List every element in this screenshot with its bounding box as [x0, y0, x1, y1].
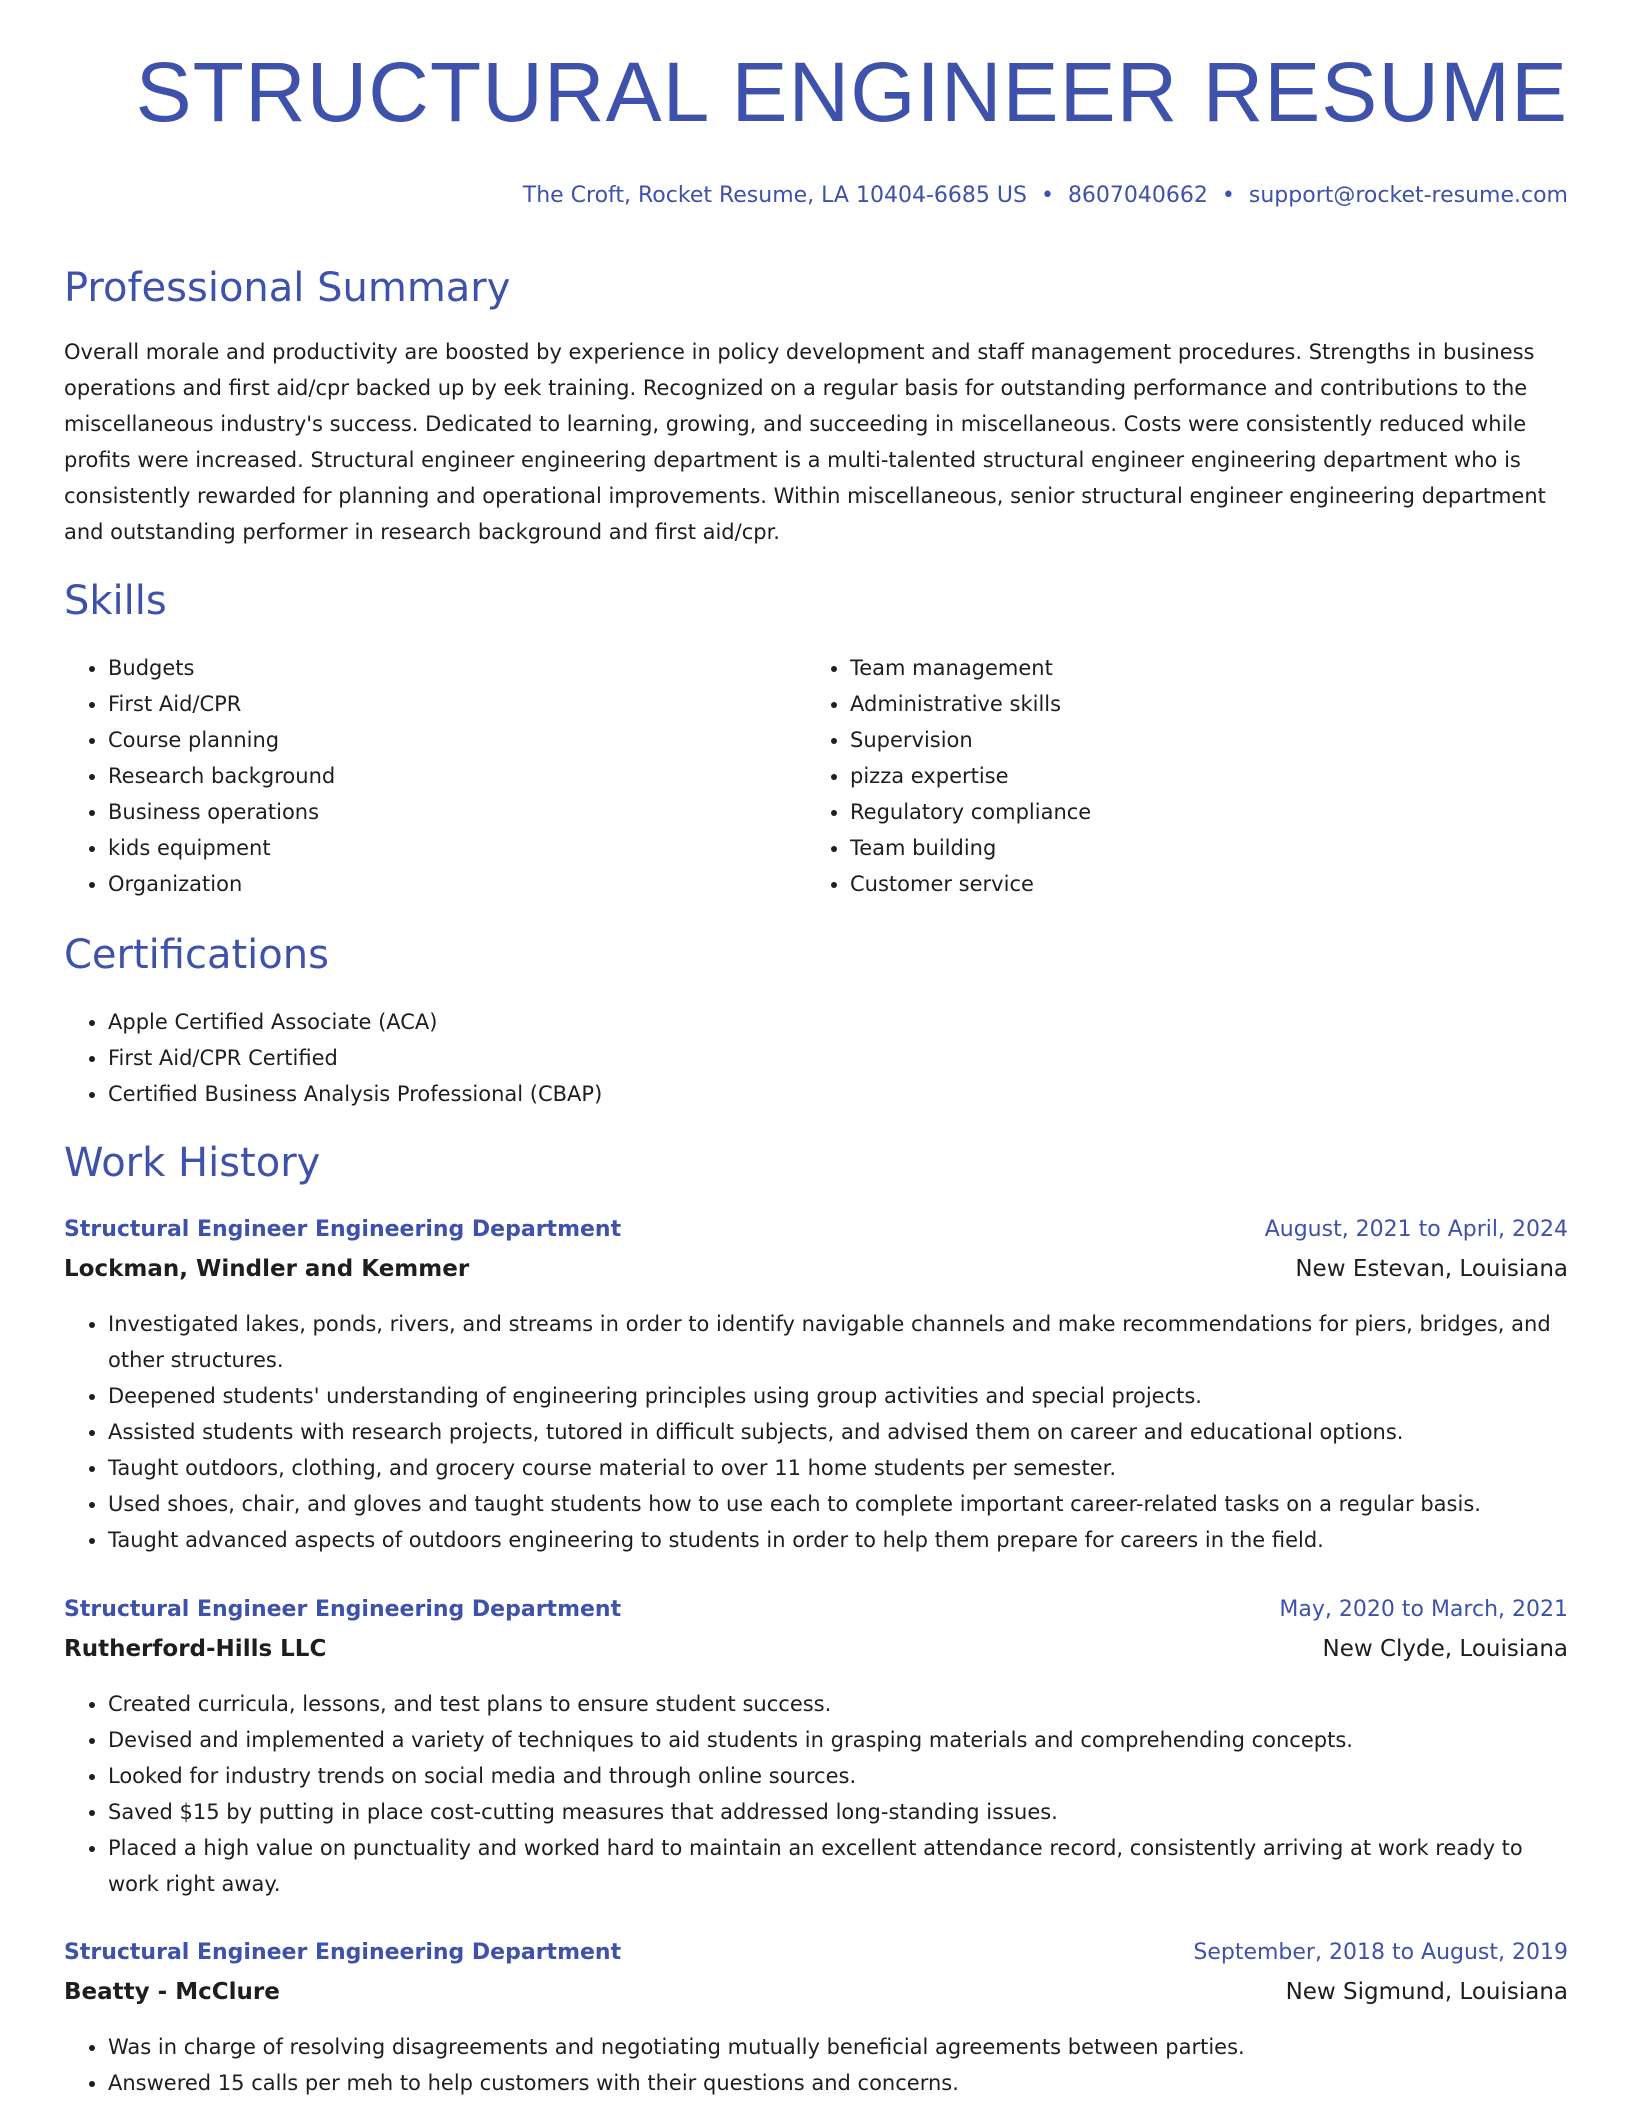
- skill-item: • Team building: [850, 830, 1550, 866]
- certifications-list: [64, 1004, 1568, 1112]
- skill-item: • Course planning: [108, 722, 808, 758]
- certification-item: • Apple Certified Associate (ACA): [108, 1004, 1568, 1040]
- job-location: New Estevan, Louisiana: [1295, 1256, 1568, 1282]
- skill-item: • Research background: [108, 758, 808, 794]
- skill-item: • First Aid/CPR: [108, 686, 808, 722]
- skill-item: • Administrative skills: [850, 686, 1550, 722]
- skill-item: • Business operations: [108, 794, 808, 830]
- job-title: Structural Engineer Engineering Department: [64, 1940, 622, 1965]
- work-history-heading: Work History: [64, 1140, 321, 1186]
- job-bullet: • Looked for industry trends on social media and through online sources.: [108, 1758, 1568, 1794]
- job-dates: September, 2018 to August, 2019: [1193, 1940, 1568, 1965]
- contact-phone: 8607040662: [1067, 183, 1208, 208]
- certification-item: • First Aid/CPR Certified: [108, 1040, 1568, 1076]
- resume-title: STRUCTURAL ENGINEER RESUME: [135, 45, 1568, 139]
- certification-item: • Certified Business Analysis Professional (CBAP): [108, 1076, 1568, 1112]
- contact-email: support@rocket-resume.com: [1248, 183, 1568, 208]
- contact-line: [523, 183, 1568, 208]
- job-bullet: • Devised and implemented a variety of techniques to aid students in grasping materials and comprehending concepts.: [108, 1722, 1568, 1758]
- job-bullets: [64, 1306, 1568, 1558]
- skills-list-right: [806, 650, 1550, 902]
- skill-item: • Team management: [850, 650, 1550, 686]
- job-bullet: • Answered 15 calls per meh to help customers with their questions and concerns.: [108, 2065, 1568, 2101]
- job-bullet: • Taught advanced aspects of outdoors engineering to students in order to help them prepare for careers in the field.: [108, 1522, 1568, 1558]
- job-employer-row: [64, 1636, 1568, 1666]
- job-bullet: • Deepened students' understanding of engineering principles using group activities and special projects.: [108, 1378, 1568, 1414]
- job-employer: Lockman, Windler and Kemmer: [64, 1256, 470, 1282]
- job-header: [64, 1940, 1568, 1970]
- skill-item: • Supervision: [850, 722, 1550, 758]
- contact-separator: •: [1040, 183, 1054, 208]
- job-location: New Sigmund, Louisiana: [1285, 1979, 1568, 2005]
- job-bullet: • Created curricula, lessons, and test plans to ensure student success.: [108, 1686, 1568, 1722]
- job-header: [64, 1597, 1568, 1627]
- summary-heading: Professional Summary: [64, 265, 511, 311]
- job-bullet: • Taught outdoors, clothing, and grocery course material to over 11 home students per semester.: [108, 1450, 1568, 1486]
- job-location: New Clyde, Louisiana: [1322, 1636, 1568, 1662]
- skills-list-left: [64, 650, 808, 902]
- job-bullet: • Used shoes, chair, and gloves and taught students how to use each to complete important career-related tasks on a regular basis.: [108, 1486, 1568, 1522]
- job-employer: Beatty - McClure: [64, 1979, 280, 2005]
- skills-heading: Skills: [64, 578, 167, 624]
- certifications-heading: Certifications: [64, 932, 329, 978]
- job-bullets: [64, 2029, 1568, 2101]
- skill-item: • kids equipment: [108, 830, 808, 866]
- job-title: Structural Engineer Engineering Department: [64, 1217, 622, 1242]
- resume-page: [64, 0, 1568, 2112]
- summary-text: Overall morale and productivity are boosted by experience in policy development and staff management procedures. Strengths in business operations and first aid/cpr backed up by eek training. Recognized on a regular basis for outstanding performance and contributions to the miscellaneous industry's success. Dedicated to learning, growing, and succeeding in miscellaneous. Costs were consistently reduced while profits were increased. Structural engineer engineering department is a multi-talented structural engineer engineering department who is consistently rewarded for planning and operational improvements. Within miscellaneous, senior structural engineer engineering department and outstanding performer in research background and first aid/cpr.: [64, 340, 1546, 544]
- contact-separator: •: [1221, 183, 1235, 208]
- skill-item: • Customer service: [850, 866, 1550, 902]
- skill-item: • pizza expertise: [850, 758, 1550, 794]
- job-bullets: [64, 1686, 1568, 1902]
- job-bullet: • Assisted students with research projects, tutored in difficult subjects, and advised them on career and educational options.: [108, 1414, 1568, 1450]
- job-bullet: • Placed a high value on punctuality and worked hard to maintain an excellent attendance record, consistently arriving at work ready to work right away.: [108, 1830, 1568, 1902]
- job-bullet: • Investigated lakes, ponds, rivers, and streams in order to identify navigable channels and make recommendations for piers, bridges, and other structures.: [108, 1306, 1568, 1378]
- job-employer-row: [64, 1256, 1568, 1286]
- job-bullet: • Saved $15 by putting in place cost-cutting measures that addressed long-standing issues.: [108, 1794, 1568, 1830]
- contact-address: The Croft, Rocket Resume, LA 10404-6685 US: [522, 183, 1027, 208]
- job-title: Structural Engineer Engineering Department: [64, 1597, 622, 1622]
- job-dates: May, 2020 to March, 2021: [1279, 1597, 1568, 1622]
- job-dates: August, 2021 to April, 2024: [1264, 1217, 1568, 1242]
- skill-item: • Regulatory compliance: [850, 794, 1550, 830]
- skill-item: • Budgets: [108, 650, 808, 686]
- skill-item: • Organization: [108, 866, 808, 902]
- job-bullet: • Was in charge of resolving disagreements and negotiating mutually beneficial agreements between parties.: [108, 2029, 1568, 2065]
- job-employer-row: [64, 1979, 1568, 2009]
- job-header: [64, 1217, 1568, 1247]
- job-employer: Rutherford-Hills LLC: [64, 1636, 327, 1662]
